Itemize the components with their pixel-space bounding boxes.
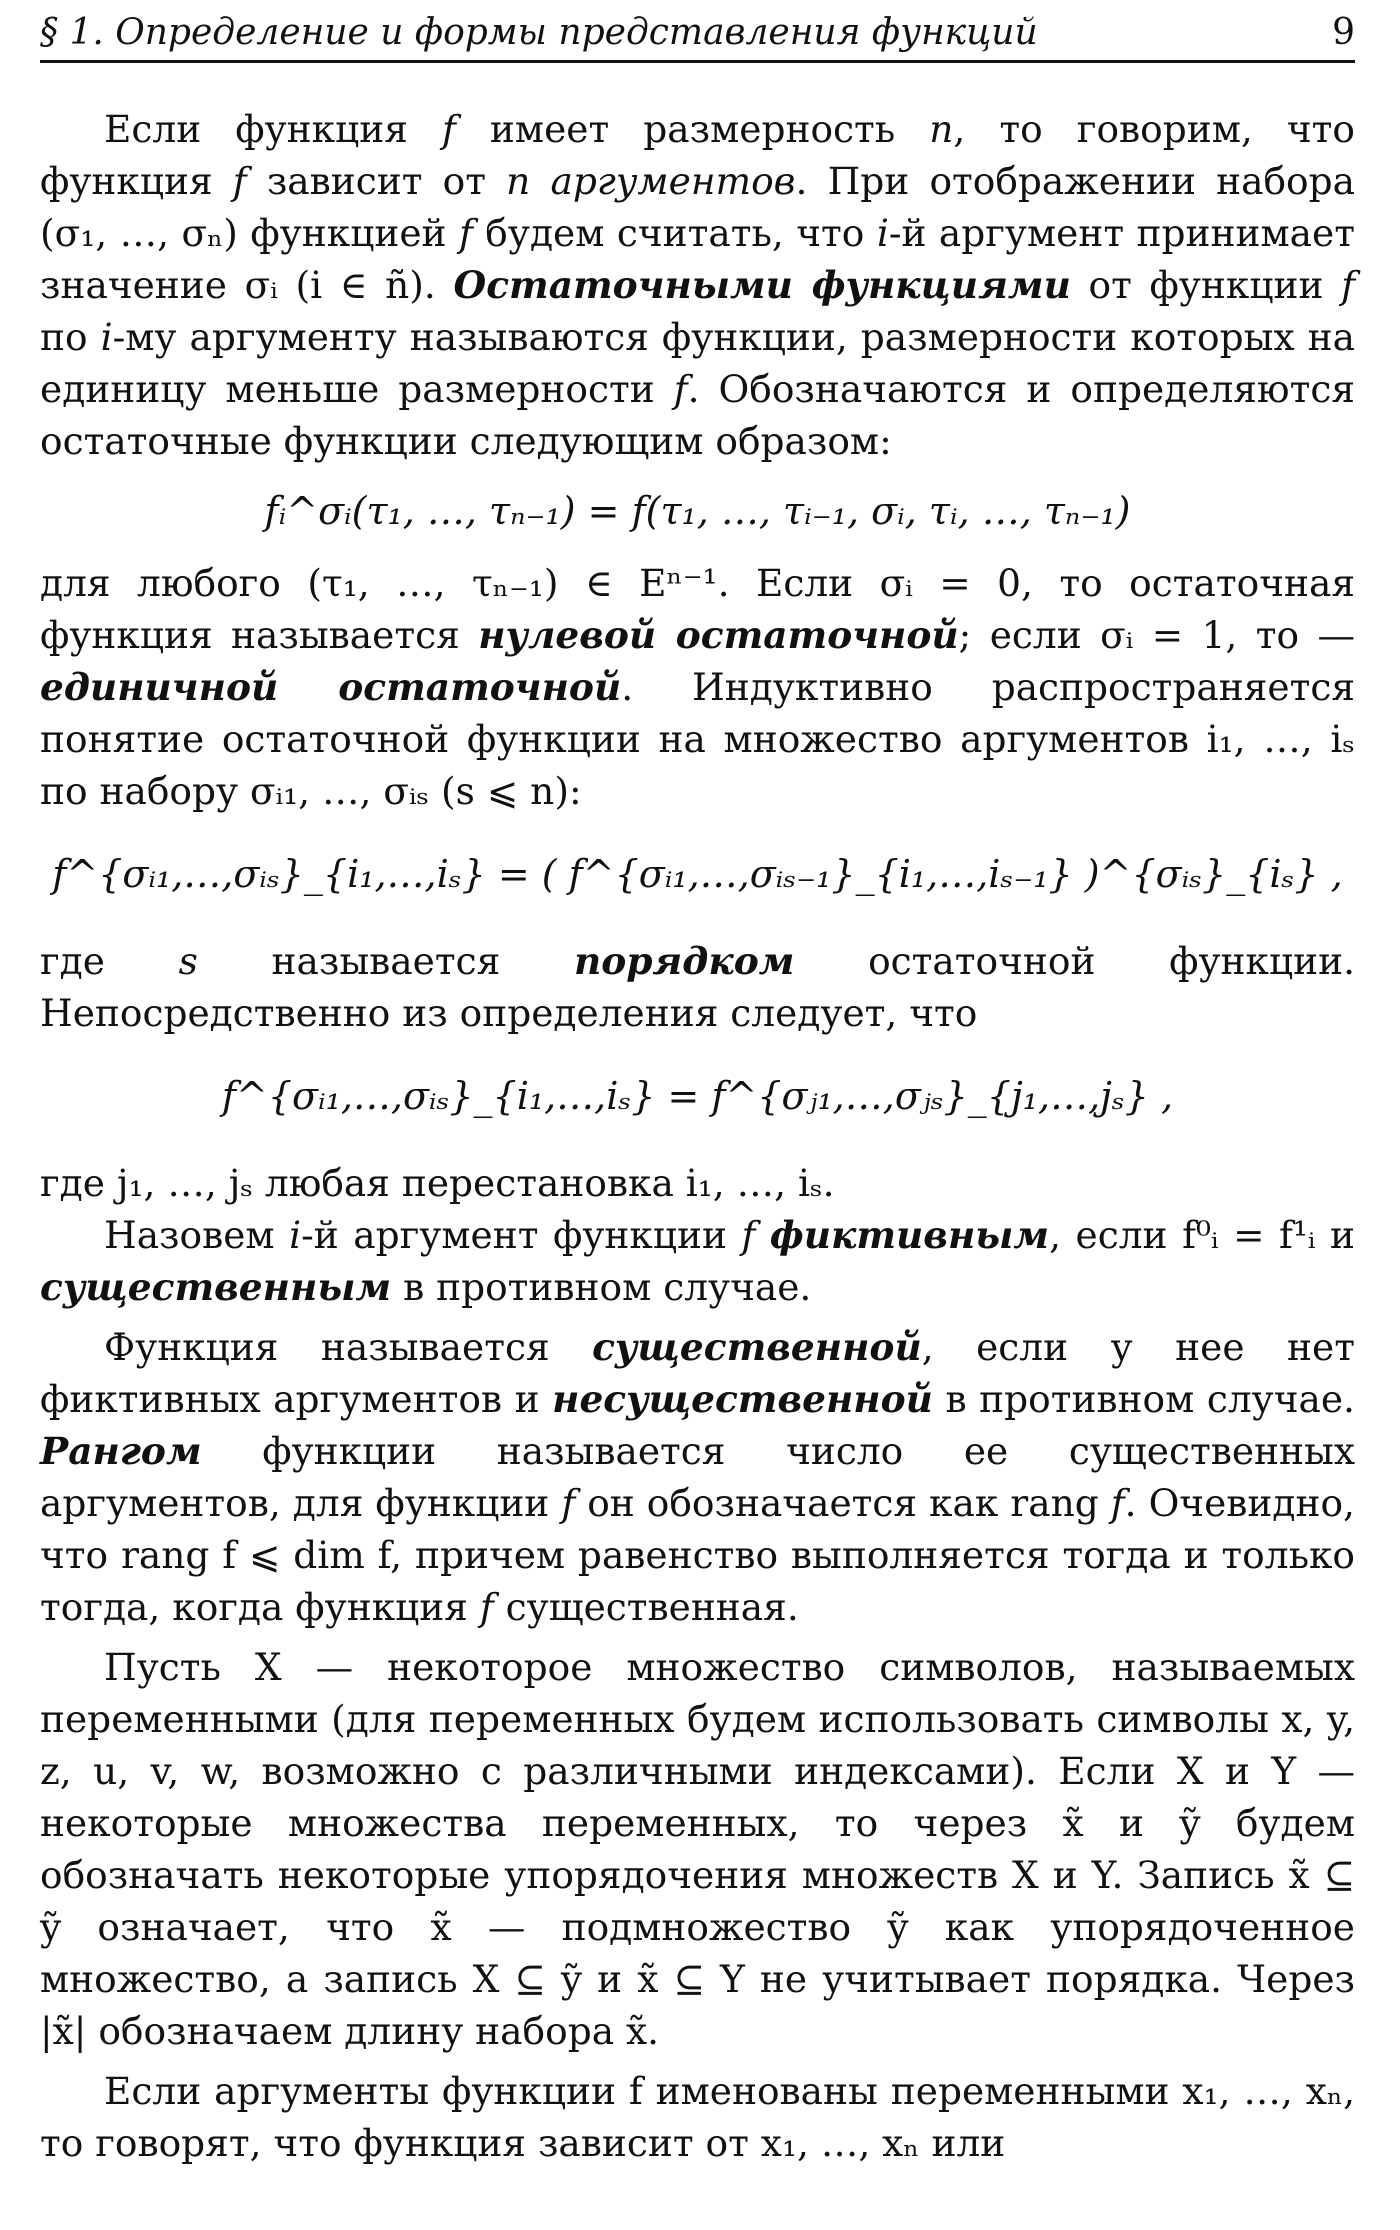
formula-residual-definition: fᵢ^σᵢ(τ₁, …, τₙ₋₁) = f(τ₁, …, τᵢ₋₁, σᵢ, τᵢ, …, τₙ₋₁) xyxy=(264,489,1131,533)
paragraph-named-arguments: Если аргументы функции f именованы переменными x₁, …, xₙ, то говорят, что функция зависит от x₁, …, xₙ или xyxy=(40,2069,1355,2165)
term-residual-functions: Остаточными функциями xyxy=(453,263,1071,307)
term-zero-residual: нулевой остаточной xyxy=(478,613,959,657)
math-symbol: f xyxy=(561,1481,576,1525)
term-order: порядком xyxy=(573,939,795,983)
text-run: ; если σᵢ = 1, то — xyxy=(958,613,1356,657)
paragraph-fictive xyxy=(40,1209,1355,1313)
paragraph-permutation: где j₁, …, jₛ любая перестановка i₁, …, iₛ. xyxy=(40,1161,835,1205)
math-symbol: f xyxy=(458,211,473,255)
text-run: для любого (τ₁, …, τₙ₋₁) ∈ Eⁿ⁻¹. Если σᵢ = 0, то остаточная функция называется xyxy=(40,561,1355,657)
math-symbol: n xyxy=(506,159,531,203)
text-run: Если функция xyxy=(104,107,442,151)
formula-residual-permutation: f^{σᵢ₁,…,σᵢₛ}_{i₁,…,iₛ} = f^{σⱼ₁,…,σⱼₛ}_{j₁,…,jₛ} , xyxy=(221,1074,1174,1118)
text-run: -й аргумент принимает значение σᵢ (i ∈ ñ). xyxy=(40,211,1355,307)
text-run: . Обозначаются и определяются остаточные функции следующим образом: xyxy=(40,367,1355,463)
text-run: он обозначается как rang xyxy=(575,1481,1111,1525)
paragraph-rank xyxy=(40,1321,1355,1633)
math-symbol: i xyxy=(876,211,889,255)
text-run: Назовем xyxy=(104,1213,290,1257)
text-run: по xyxy=(40,315,101,359)
math-symbol: f xyxy=(1110,1481,1125,1525)
text-run: функции называется число ее существенных аргументов, для функции xyxy=(40,1429,1355,1525)
page-header xyxy=(40,8,1355,63)
running-title: § 1. Определение и формы представления функций xyxy=(40,12,1038,53)
math-symbol: f xyxy=(741,1213,756,1257)
math-symbol: i xyxy=(100,315,113,359)
text-run: имеет размерность xyxy=(455,107,930,151)
math-symbol: f xyxy=(441,107,456,151)
text-run: , если у нее нет фиктивных аргументов и xyxy=(40,1325,1355,1421)
text-run: -й аргумент функции xyxy=(301,1213,742,1257)
text-run: в противном случае. xyxy=(932,1377,1355,1421)
math-symbol: f xyxy=(673,367,688,411)
term-essential: существенным xyxy=(40,1265,392,1309)
formula-residual-induction: f^{σᵢ₁,…,σᵢₛ}_{i₁,…,iₛ} = ( f^{σᵢ₁,…,σᵢₛ₋₁}_{i₁,…,iₛ₋₁} )^{σᵢₛ}_{iₛ} , xyxy=(52,852,1343,896)
math-symbol: f xyxy=(479,1585,494,1629)
text-run: называется xyxy=(197,939,574,983)
text-run: существенная. xyxy=(493,1585,799,1629)
text-run xyxy=(755,1213,770,1257)
term-unit-residual: единичной остаточной xyxy=(40,665,622,709)
math-symbol: s xyxy=(178,939,198,983)
text-run: Функция называется xyxy=(104,1325,593,1369)
text-run: . При отображении набора (σ₁, …, σₙ) функцией xyxy=(40,159,1355,255)
text-run: где xyxy=(40,939,179,983)
text-run: -му аргументу называются функции, размерности которых на единицу меньше размерности xyxy=(40,315,1355,411)
text-run: от функции xyxy=(1070,263,1342,307)
text-run: остаточной функции. Непосредственно из определения следует, что xyxy=(40,939,1355,1035)
text-run: . Индуктивно распространяется понятие остаточной функции на множество аргументов i₁, …, iₛ по набору σᵢ₁, …, σᵢₛ (s ⩽ n): xyxy=(40,665,1355,813)
term-arguments: аргументов xyxy=(530,159,796,203)
text-run: , если f⁰ᵢ = f¹ᵢ и xyxy=(1049,1213,1355,1257)
term-nonessential-function: несущественной xyxy=(552,1377,933,1421)
text-run: в противном случае. xyxy=(391,1265,812,1309)
math-symbol: n xyxy=(929,107,954,151)
page-number: 9 xyxy=(1332,12,1355,53)
math-symbol: i xyxy=(289,1213,302,1257)
paragraph-zero-unit-residual xyxy=(40,557,1355,817)
text-run: . Очевидно, что rang f ⩽ dim f, причем равенство выполняется тогда и только тогда, когда функция xyxy=(40,1481,1355,1629)
term-rank: Рангом xyxy=(40,1429,202,1473)
term-fictive: фиктивным xyxy=(769,1213,1050,1257)
term-essential-function: существенной xyxy=(592,1325,922,1369)
paragraph-order xyxy=(40,935,1355,1039)
paragraph-variables: Пусть X — некоторое множество символов, называемых переменными (для переменных будем использовать символы x, y, z, u, v, w, возможно с различными индексами). Если X и Y — некоторые множества переменных, то через x̃ и ỹ будем обозначать некоторые упорядочения множеств X и Y. Запись x̃ ⊆ ỹ означает, что x̃ — подмножество ỹ как упорядоченное множество, а запись X ⊆ ỹ и x̃ ⊆ Y не учитывает порядка. Через |x̃| обозначаем длину набора x̃. xyxy=(40,1645,1355,2053)
text-run: зависит от xyxy=(246,159,507,203)
text-run: будем считать, что xyxy=(472,211,877,255)
math-symbol: f xyxy=(1341,263,1356,307)
paragraph-dimension xyxy=(40,103,1355,467)
text-run: , то говорим, что функция xyxy=(40,107,1355,203)
math-symbol: f xyxy=(232,159,247,203)
